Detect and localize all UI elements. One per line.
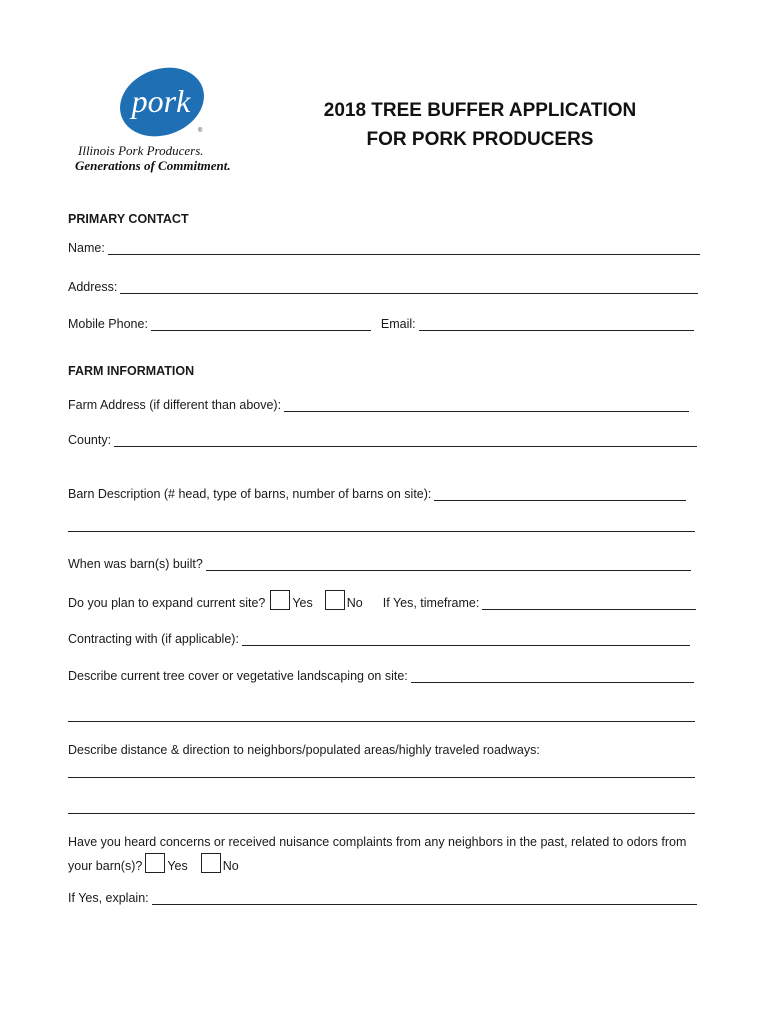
- timeframe-field[interactable]: [482, 597, 696, 610]
- county-label: County:: [68, 433, 112, 447]
- farm-address-label: Farm Address (if different than above):: [68, 398, 282, 412]
- expand-row: [68, 590, 696, 610]
- distance-row-2: [68, 801, 695, 814]
- tree-cover-row: [68, 669, 694, 683]
- email-field[interactable]: [419, 318, 694, 331]
- mobile-phone-row: [68, 317, 694, 331]
- distance-field-1[interactable]: [68, 765, 695, 778]
- county-row: [68, 433, 697, 447]
- page-title-line2: FOR PORK PRODUCERS: [366, 129, 594, 150]
- concerns-question-line1: Have you heard concerns or received nuisance complaints from any neighbors in the past, related to odors from: [68, 835, 687, 849]
- email-label: Email:: [380, 317, 416, 331]
- address-label: Address:: [68, 280, 118, 294]
- tree-cover-row-2: [68, 709, 695, 722]
- address-row: [68, 280, 698, 294]
- expand-label: Do you plan to expand current site?: [68, 596, 266, 610]
- tree-cover-field[interactable]: [411, 670, 694, 683]
- concerns-yes-label: Yes: [167, 859, 188, 873]
- concerns-row: [68, 853, 239, 873]
- explain-field[interactable]: [152, 892, 697, 905]
- farm-address-row: [68, 398, 689, 412]
- explain-row: [68, 891, 697, 905]
- explain-label: If Yes, explain:: [68, 891, 149, 905]
- tree-cover-field-2[interactable]: [68, 709, 695, 722]
- logo-tagline-2: Generations of Commitment.: [75, 158, 231, 173]
- concerns-no-checkbox[interactable]: [201, 853, 221, 873]
- farm-address-field[interactable]: [284, 399, 689, 412]
- distance-row-1: [68, 765, 695, 778]
- expand-yes-checkbox[interactable]: [270, 590, 290, 610]
- concerns-yes-checkbox[interactable]: [145, 853, 165, 873]
- mobile-phone-label: Mobile Phone:: [68, 317, 148, 331]
- svg-text:®: ®: [198, 128, 203, 134]
- address-field[interactable]: [120, 281, 698, 294]
- timeframe-label: If Yes, timeframe:: [382, 596, 480, 610]
- contracting-label: Contracting with (if applicable):: [68, 632, 239, 646]
- name-field[interactable]: [108, 242, 700, 255]
- distance-field-2[interactable]: [68, 801, 695, 814]
- barn-description-field[interactable]: [434, 488, 686, 501]
- tree-cover-label: Describe current tree cover or vegetative landscaping on site:: [68, 669, 408, 683]
- logo-tagline-1: Illinois Pork Producers.: [78, 143, 204, 158]
- barn-built-row: [68, 557, 691, 571]
- contracting-row: [68, 632, 690, 646]
- barn-description-label: Barn Description (# head, type of barns, number of barns on site):: [68, 487, 432, 501]
- expand-no-label: No: [346, 596, 363, 610]
- county-field[interactable]: [114, 434, 697, 447]
- farm-information-heading: FARM INFORMATION: [68, 364, 195, 378]
- page-title-line1: 2018 TREE BUFFER APPLICATION: [323, 100, 637, 121]
- concerns-question-line2: your barn(s)?: [68, 859, 143, 873]
- expand-no-checkbox[interactable]: [325, 590, 345, 610]
- logo-word: pork: [131, 83, 191, 119]
- barn-description-row: [68, 487, 686, 501]
- barn-built-field[interactable]: [206, 558, 691, 571]
- contracting-field[interactable]: [242, 633, 690, 646]
- name-row: [68, 241, 700, 255]
- mobile-phone-field[interactable]: [151, 318, 371, 331]
- expand-yes-label: Yes: [292, 596, 313, 610]
- primary-contact-heading: PRIMARY CONTACT: [68, 212, 189, 226]
- name-label: Name:: [68, 241, 105, 255]
- concerns-no-label: No: [222, 859, 239, 873]
- barn-built-label: When was barn(s) built?: [68, 557, 203, 571]
- barn-description-row-2: [68, 519, 695, 532]
- barn-description-field-2[interactable]: [68, 519, 695, 532]
- distance-label: Describe distance & direction to neighbors/populated areas/highly traveled roadways:: [68, 743, 540, 757]
